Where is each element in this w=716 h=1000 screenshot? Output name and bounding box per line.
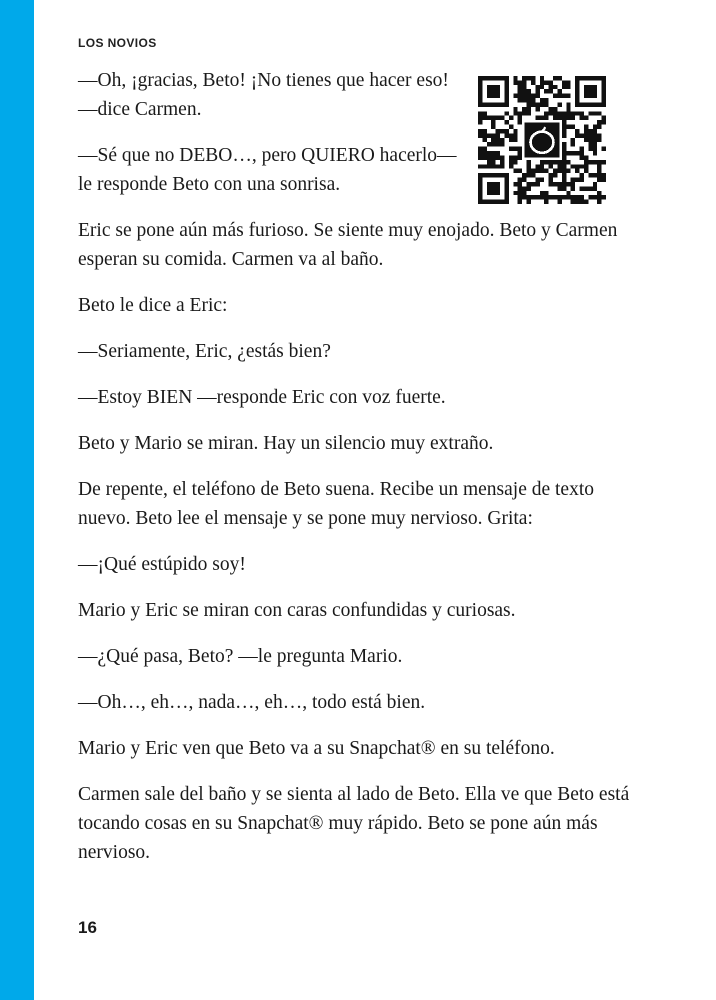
paragraph: —Sé que no DEBO…, pero QUIERO hacerlo—le responde Beto con una sonrisa.: [78, 145, 457, 195]
paragraph: Beto le dice a Eric:: [78, 295, 228, 316]
chapter-header: LOS NOVIOS: [78, 36, 157, 50]
paragraph: Mario y Eric se miran con caras confundidas y curiosas.: [78, 600, 516, 621]
page-number: 16: [78, 918, 97, 937]
body-text: [78, 66, 638, 884]
paragraph: Beto y Mario se miran. Hay un silencio muy extraño.: [78, 433, 494, 454]
paragraph: Carmen sale del baño y se sienta al lado de Beto. Ella ve que Beto está tocando cosas en su Snapchat® muy rápido. Beto se pone aún más nervioso.: [78, 784, 630, 863]
paragraph: —Estoy BIEN —responde Eric con voz fuerte.: [78, 387, 446, 408]
side-color-bar: [0, 0, 34, 1000]
paragraph: Mario y Eric ven que Beto va a su Snapchat® en su teléfono.: [78, 738, 555, 759]
paragraph: Eric se pone aún más furioso. Se siente muy enojado. Beto y Carmen esperan su comida. Carmen va al baño.: [78, 220, 618, 270]
paragraph: —Seriamente, Eric, ¿estás bien?: [78, 341, 331, 362]
paragraph: —Oh, ¡gracias, Beto! ¡No tienes que hacer eso! —dice Carmen.: [78, 70, 449, 120]
paragraph: —Oh…, eh…, nada…, eh…, todo está bien.: [78, 692, 426, 713]
paragraph: De repente, el teléfono de Beto suena. Recibe un mensaje de texto nuevo. Beto lee el mensaje y se pone muy nervioso. Grita:: [78, 479, 595, 529]
paragraph: —¡Qué estúpido soy!: [78, 554, 246, 575]
paragraph: —¿Qué pasa, Beto? —le pregunta Mario.: [78, 646, 403, 667]
